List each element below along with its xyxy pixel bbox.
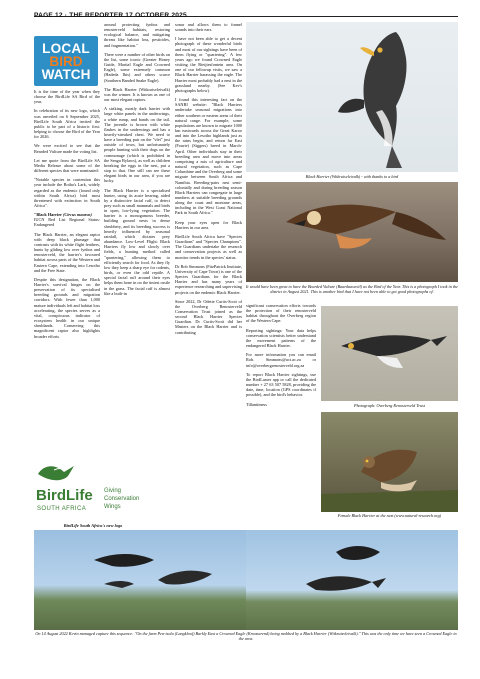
birdlife-tag1: Giving (104, 488, 122, 494)
logo-line-1: LOCAL (42, 40, 90, 56)
col1-p4: Let me quote from the BirdLife SA Media Release about some of the different species that were nominated: (34, 157, 100, 174)
caption-female-harrier: Female Black Harrier at the nest (www.natural-research.org) (337, 513, 442, 518)
col1-p6: IUCN Red List Regional Status: Endangered (34, 217, 100, 228)
page-header-text: PAGE 12 · THE REPORTER 17 OCTOBER 2025 (34, 12, 187, 19)
col1-p3: We were excited to see that the Bearded Vulture made the voting list. (34, 143, 100, 154)
col1-heading: "Black Harrier (Circus maurus) (34, 212, 92, 218)
birdlife-region: SOUTH AFRICA (37, 506, 87, 512)
col3-p2: I have not been able to get a decent photograph of these wonderful birds and most of our sightings have been of them flying or "quartering". A few years ago we found Crowned Eagle visiting the Rietjiesfontein area. On one of our fellowup visits, we saw a Black Harrier harassing the eagle. The Harrier most probably had a nest in the grassland nearby. (See Kev's photographs below). (175, 36, 242, 93)
col3-p3: I found this interesting fact on the SANBI website: "Black Harriers undertake seasonal migrations into either southern or eastern areas of their natural range. For example, some populations are known to migrate 1000 km eastwards across the Great Karoo and into the Lesotho highlands just as the rains begin, and return far East (Fourie) (Siggers) breed in March-April. Other individuals stay in their breeding area and move into areas comprising a mix of agriculture and natural vegetation, such as Cape Columbine and the Overberg and some migrate between South Africa and Namibia. Breeding-pairs nest semi-colonially and during breeding season Black Harriers can congregate in large numbers at suitable breeding grounds along the coast and montane areas, including in the West Coast National Park in South Africa." (175, 97, 242, 216)
birdlife-logo (34, 456, 148, 522)
black-harrier-photo (246, 22, 458, 172)
col4-p3: For more information you can email Rob. Simmons@uct.ac.za or info@overbergrenosterveld.org.za (246, 352, 316, 368)
logo-bird: BIRD (49, 53, 83, 69)
col1-p8: Despite this designation, the Black Harrier's survival hinges on the preservation of its specialised breeding grounds and migration corridors. With fewer than 1,000 mature individuals left and habitat loss accelerating, the species serves as a vital, conspicuous indicator of ecosystem health in our unique shrublands. Conserving this magnificent raptor also highlights broader efforts (34, 276, 100, 339)
birdlife-tag2: Conservation (104, 496, 140, 502)
birdlife-logo-graphic (34, 456, 148, 522)
col1-p5: "Notable species in contention this year include the Botha's Lark, widely regarded as the endemic (found only within South Africa) bird most threatened with extinction in South Africa". (34, 177, 100, 208)
col1-p1: It is the time of the year when they choose the BirdLife SA Bird of the year. (34, 89, 100, 105)
article-column-4 (246, 303, 316, 521)
caption-black-harrier: Black Harrier (Witkruisvleivalk) - with thanks to a bird (305, 174, 399, 179)
harrier-flight-photo (321, 306, 458, 401)
local-bird-watch-logo (34, 36, 98, 86)
female-harrier-nest-photo (321, 412, 458, 512)
col4-p1: significant conservation efforts towards the protection of their renosterveld habitat throughout the Overberg region of the Western Cape. (246, 303, 316, 324)
logo-line-3: WATCH (41, 66, 91, 82)
birdlife-word: BirdLife (36, 487, 93, 504)
article-column-2 (104, 22, 170, 452)
col3-p7: Since 2022, Dr Odette Curtis-Scott of the Overberg Renosterveld Conservation Trust joined as the second Black Harrier Species Guardian. Dr Curtis-Scott did her Masters on the Black Harrier and is contributing (175, 298, 242, 335)
col4-sign: Tillanttiness (246, 401, 267, 407)
col3-p6: Dr Rob Simmons (FitzPatrick Institute, University of Cape Town) is one of the Species Guardians for the Black Harrier and has many years of experience researching and supervising projects on the endemic Black Harrier. (175, 263, 242, 295)
col2-p2: There were a number of other birds on the list, some iconic (Greater Honey Guide, Martial Eagle and Crowned Eagle), some extremely common (Hadeda Ibis) and others scarce (Southern Banded Snake Eagle). (104, 51, 170, 83)
article-column-3 (175, 22, 242, 522)
caption-photo-credit: Photograph: Overberg Renosterveld Trust (354, 403, 425, 408)
birdlife-caption: BirdLife South Africa's new logo (63, 523, 123, 528)
col4-p2: Reporting sightings: Your data helps conservation scientists better understand the movement patterns of the endangered Black Harrier. (246, 327, 316, 349)
logo-line-2 (49, 55, 82, 68)
article-column-1 (34, 89, 100, 453)
col2-p5: The Black Harrier is a specialised hunter, using its acute hearing, aided by a distinctive facial ruff, to detect prey such as small mammals and birds in open, low-lying vegetation. The harrier is a monogamous breeder, building ground nests in dense shrubbery, and its breeding success is heavily influenced by seasonal rainfall, which dictates prey abundance. Low-Level Flight: Black Harriers fly low and slowly over fields, a hunting method called "quartering," allowing them to efficiently search for food. As they fly low they keep a sharp eye for rodents, birds, or even the odd reptile. A special facial ruff around their eyes helps them hone in on the tiniest rustle in the grass. The facial ruff is almost like a built-in (104, 187, 170, 296)
col1-p2: In celebration of its new logo, which was unveiled on 6 September 2025, BirdLife South Africa invited the public to be part of a historic first: helping to choose the Bird of the Year for 2026. (34, 108, 100, 140)
page-header (34, 4, 458, 17)
col4-p4: To report Black Harrier sightings, use the BirdLasser app or call the dedicated number + 27 63 507 5828, providing the date, time, location (GPS coordinates if possible), and the bird's behavior. (246, 371, 316, 398)
col2-p1: around protecting fynbos and renosterveld habitats, restoring ecological balance, and mitigating threats like habitat loss, pesticides, and fragmentation." (104, 22, 170, 48)
caption-bearded-vulture: It would have been great to have the Bearded Vulture (Baardaasvoël) as the Bird of the Year. This is a photograph I took in the district in August 2021. This is another bird that I have not been able to get good photographs of. (246, 284, 458, 294)
birdlife-tag3: Wings (104, 504, 121, 510)
col1-p7: The Black Harrier, an elegant raptor with deep black plumage that contrasts with its white flight feathers, hunts by gliding low over fynbos and renosterveld, the harrier's favoured habitat across parts of the Western and Eastern Cape, extending into Lesotho and the Free State. (34, 231, 100, 273)
col3-p4: Keep your eyes open for Black Harriers in our area. (175, 219, 242, 230)
col2-p4: A striking, mostly dark harrier with large white panels in the underwings, a white rump, and bands on the tail. The juvenile is brown with white flashes in the underwings and has a heavily-streaked chest. We need to have a breeding pair on the "vlei" just outside of town, but unfortunately people hunting with their dogs on the commonage (which is prohibited in the Sengu Bylaws), as well as children breaking the eggs in the nest, put a stop to that. One still can see these elegant birds in our area, if you are lucky. (104, 106, 170, 184)
col3-p5: BirdLife South Africa have "Species Guardians" and "Species Champions". The Guardians undertake the research and conservation projects as well as monitor trends in the species' status. (175, 233, 242, 260)
eagle-harrier-sequence-photo-2 (246, 530, 458, 630)
eagle-harrier-sequence-photo-1 (34, 530, 246, 630)
caption-bottom-sequence: On 14 August 2022 Kevin managed capture this sequence: "On the farm Pen-isola (Langkloof) Barkly East a Crowned Eagle (Kroonarend) being mobbed by a Black Harrier (Witkruisvleivalk)." This was the only time we have seen a Crowned Eagle in the area. (35, 631, 457, 641)
col3-p1: sonar and allows them to funnel sounds into their ears. (175, 22, 242, 33)
bearded-vulture-photo (246, 182, 458, 282)
col2-p3: The Black Harrier (Witkruisvleivalk) was the winner. It is known as one of our most elegant raptors. (104, 86, 170, 103)
